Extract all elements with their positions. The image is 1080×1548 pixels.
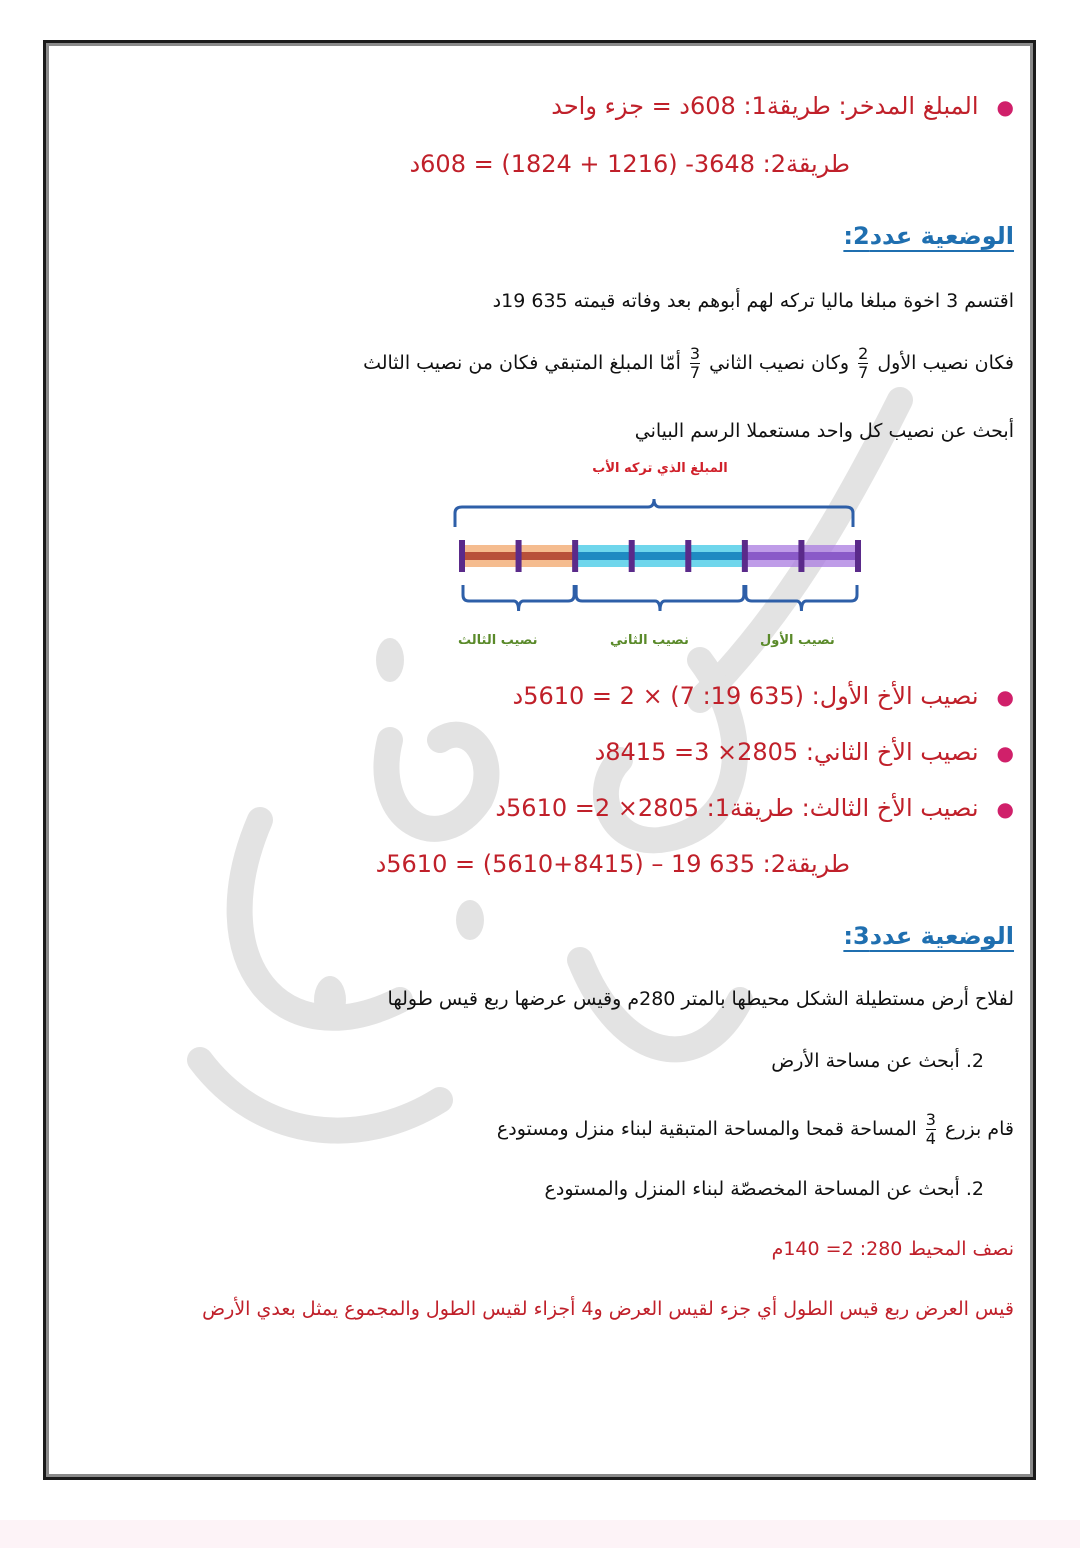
- fraction-denominator: 4: [925, 1129, 936, 1148]
- fraction-2-7: [858, 346, 868, 381]
- bullet-icon: ●: [996, 741, 1014, 765]
- fraction-numerator: 2: [858, 344, 869, 363]
- tick-mark: [742, 540, 748, 572]
- method2-line-1: طريقة2: 3648- (1216 + 1824) = 608د: [409, 150, 850, 178]
- section3-answer1: نصف المحيط 280: 2= 140م: [771, 1238, 1014, 1260]
- fraction-numerator: 3: [689, 344, 701, 363]
- answer-first-brother: [513, 682, 1014, 710]
- tick-mark: [629, 540, 635, 572]
- answer-second-brother: [595, 738, 1014, 766]
- bullet-icon: ●: [996, 685, 1014, 709]
- section2-problem-line3: أبحث عن نصيب كل واحد مستعملا الرسم البياني: [634, 420, 1014, 442]
- label-third-share: نصيب الثالث: [458, 633, 538, 648]
- saved-amount-line: [551, 92, 1014, 120]
- bar-model-diagram: [440, 455, 880, 665]
- brace-third-share: [463, 585, 574, 611]
- segment-second-share-line: [575, 552, 745, 560]
- top-brace: [455, 499, 853, 527]
- section3-problem-line2: [497, 1112, 1014, 1147]
- bottom-strip: [0, 1520, 1080, 1548]
- label-first-share: نصيب الأول: [760, 633, 835, 648]
- bullet-icon: ●: [996, 95, 1014, 119]
- section3-question2: 2. أبحث عن المساحة المخصصّة لبناء المنزل والمستودع: [544, 1178, 984, 1200]
- problem-text: المساحة قمحا والمساحة المتبقية لبناء منزل ومستودع: [496, 1118, 917, 1140]
- section3-question1: 2. أبحث عن مساحة الأرض: [771, 1050, 984, 1072]
- answer-third-brother: [495, 794, 1014, 822]
- answer-text: نصيب الأخ الثاني: 2805× 3= 8415د: [594, 738, 979, 766]
- fraction-3-7: [690, 346, 700, 381]
- section2-heading: الوضعية عدد2:: [843, 222, 1014, 250]
- section3-heading: الوضعية عدد3:: [843, 922, 1014, 950]
- brace-second-share: [576, 585, 744, 611]
- fraction-denominator: 7: [858, 363, 869, 382]
- tick-mark: [685, 540, 691, 572]
- section3-answer2: قيس العرض ربع قيس الطول أي جزء لقيس العرض و4 أجزاء لقيس الطول والمجموع يمثل بعدي الأرض: [202, 1298, 1014, 1320]
- method2-line-2: طريقة2: 635 19 – (8415+5610) = 5610د: [375, 850, 850, 878]
- bullet-icon: ●: [996, 797, 1014, 821]
- fraction-numerator: 3: [925, 1110, 936, 1129]
- brace-first-share: [746, 585, 857, 611]
- problem-text: قام بزرع: [945, 1118, 1014, 1140]
- saved-amount-text: المبلغ المدخر: طريقة1: 608د = جزء واحد: [551, 92, 979, 120]
- problem-text: أمّا المبلغ المتبقي فكان من نصيب الثالث: [363, 352, 681, 374]
- tick-mark: [855, 540, 861, 572]
- tick-mark: [516, 540, 522, 572]
- answer-text: نصيب الأخ الثالث: طريقة1: 2805× 2= 5610د: [495, 794, 979, 822]
- fraction-3-4: [926, 1112, 936, 1147]
- diagram-title: المبلغ الذي تركه الأب: [592, 461, 728, 476]
- problem-text: وكان نصيب الثاني: [709, 352, 850, 374]
- problem-text: فكان نصيب الأول: [877, 352, 1014, 374]
- answer-text: نصيب الأخ الأول: (635 19: 7) × 2 = 5610د: [512, 682, 979, 710]
- tick-mark: [572, 540, 578, 572]
- section2-problem-line1: اقتسم 3 اخوة مبلغا ماليا تركه لهم أبوهم بعد وفاته قيمته 635 19د: [492, 290, 1014, 312]
- fraction-denominator: 7: [689, 363, 701, 382]
- label-second-share: نصيب الثاني: [610, 633, 689, 648]
- section3-problem-line1: لفلاح أرض مستطيلة الشكل محيطها بالمتر 280م وقيس عرضها ربع قيس طولها: [387, 988, 1014, 1010]
- tick-mark: [798, 540, 804, 572]
- section2-problem-line2: [363, 346, 1014, 381]
- tick-mark: [459, 540, 465, 572]
